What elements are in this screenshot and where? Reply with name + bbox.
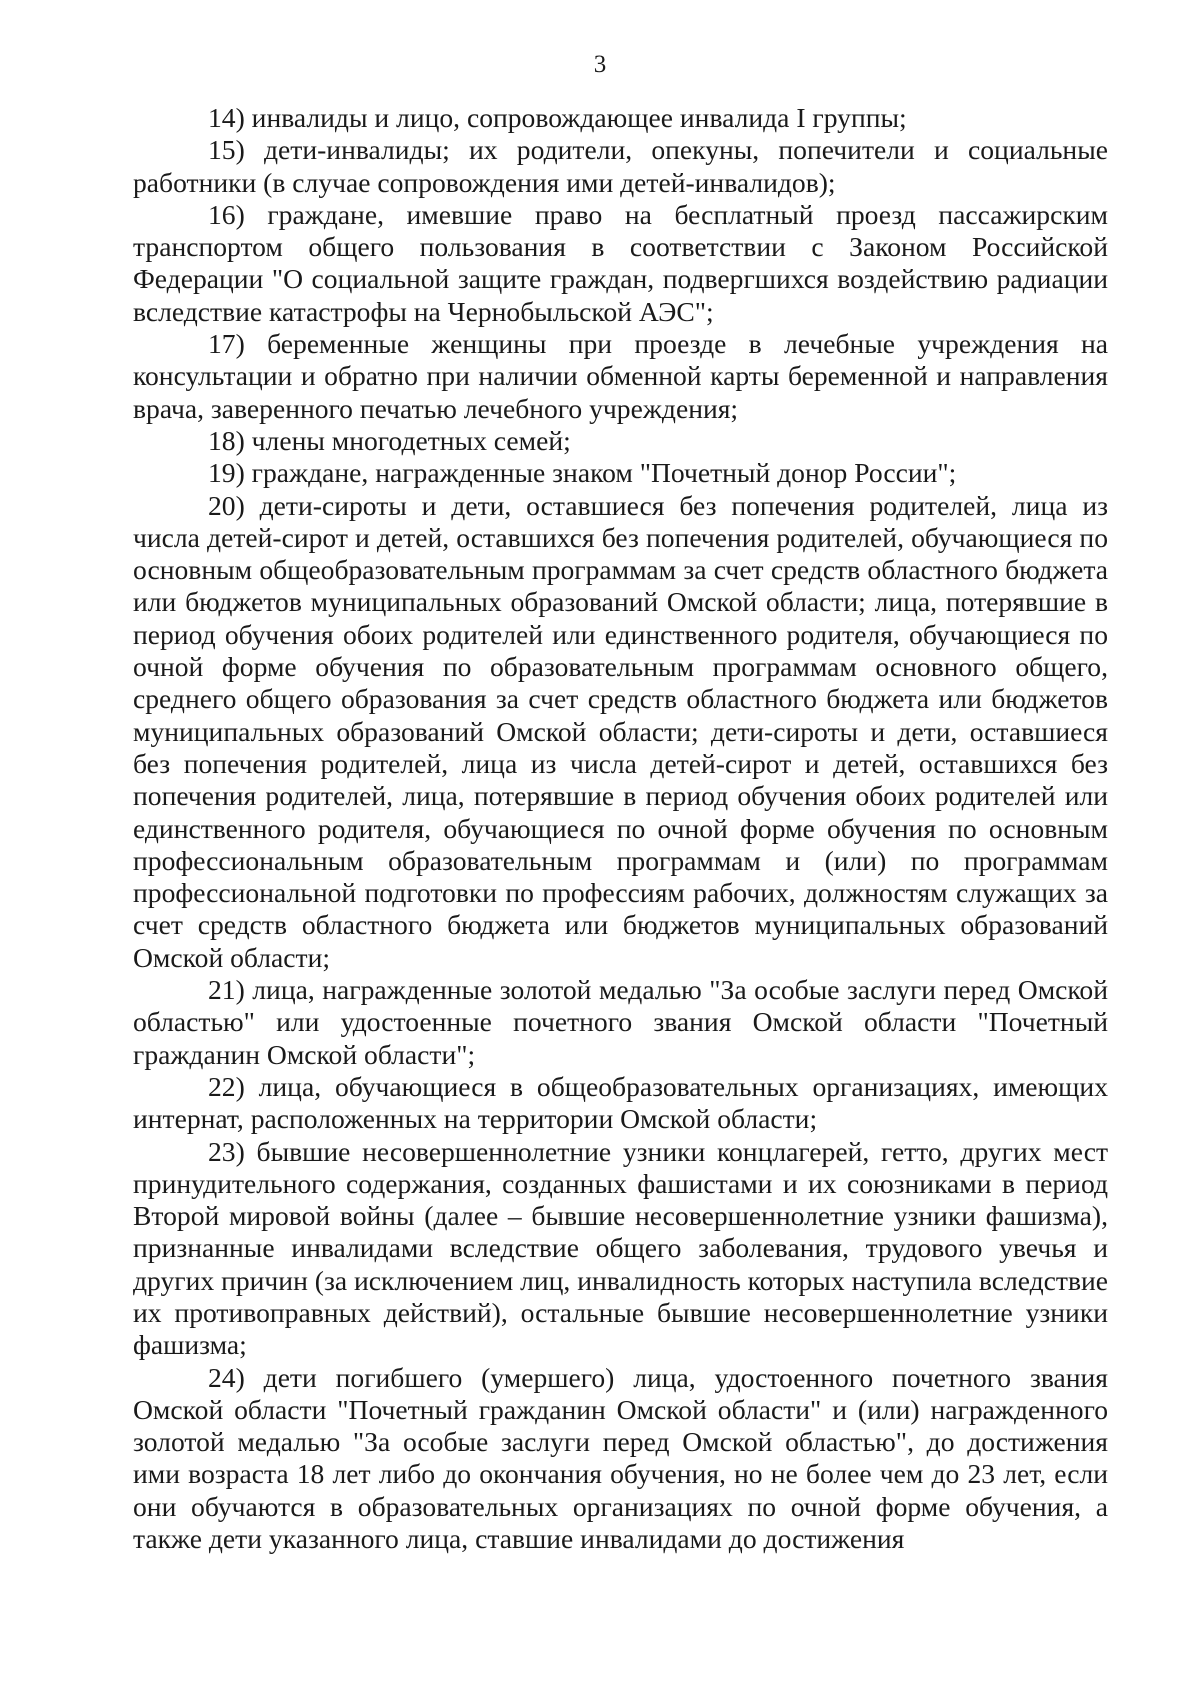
list-item-16: 16) граждане, имевшие право на бесплатный проезд пассажирским транспортом общего пользования в соответствии с Законом Российской Федерации "О социальной защите граждан, подвергшихся воздействию радиации вследствие катастрофы на Чернобыльской АЭС";	[133, 198, 1108, 327]
list-item-24: 24) дети погибшего (умершего) лица, удостоенного почетного звания Омской области "Почетный гражданин Омской области" и (или) награжденного золотой медалью "За особые заслуги перед Омской областью", до достижения ими возраста 18 лет либо до окончания обучения, но не более чем до 23 лет, если они обучаются в образовательных организациях по очной форме обучения, а также дети указанного лица, ставшие инвалидами до достижения	[133, 1361, 1108, 1555]
list-item-20: 20) дети-сироты и дети, оставшиеся без попечения родителей, лица из числа детей-сирот и детей, оставшихся без попечения родителей, обучающиеся по основным общеобразовательным программам за счет средств областного бюджета или бюджетов муниципальных образований Омской области; лица, потерявшие в период обучения обоих родителей или единственного родителя, обучающиеся по очной форме обучения по образовательным программам основного общего, среднего общего образования за счет средств областного бюджета или бюджетов муниципальных образований Омской области; дети-сироты и дети, оставшиеся без попечения родителей, лица из числа детей-сирот и детей, оставшихся без попечения родителей, лица, потерявшие в период обучения обоих родителей или единственного родителя, обучающиеся по очной форме обучения по основным профессиональным образовательным программам и (или) по программам профессиональной подготовки по профессиям рабочих, должностям служащих за счет средств областного бюджета или бюджетов муниципальных образований Омской области;	[133, 489, 1108, 973]
list-item-23: 23) бывшие несовершеннолетние узники концлагерей, гетто, других мест принудительного содержания, созданных фашистами и их союзниками в период Второй мировой войны (далее – бывшие несовершеннолетние узники фашизма), признанные инвалидами вследствие общего заболевания, трудового увечья и других причин (за исключением лиц, инвалидность которых наступила вследствие их противоправных действий), остальные бывшие несовершеннолетние узники фашизма;	[133, 1135, 1108, 1361]
list-item-18: 18) члены многодетных семей;	[208, 424, 571, 456]
list-item-22: 22) лица, обучающиеся в общеобразовательных организациях, имеющих интернат, расположенных на территории Омской области;	[133, 1070, 1108, 1135]
list-item-21: 21) лица, награжденные золотой медалью "За особые заслуги перед Омской областью" или удостоенные почетного звания Омской области "Почетный гражданин Омской области";	[133, 974, 1108, 1070]
list-item-17: 17) беременные женщины при проезде в лечебные учреждения на консультации и обратно при наличии обменной карты беременной и направления врача, заверенного печатью лечебного учреждения;	[133, 328, 1108, 424]
list-item-19: 19) граждане, награжденные знаком "Почетный донор России";	[208, 457, 957, 489]
list-item-14: 14) инвалиды и лицо, сопровождающее инвалида I группы;	[208, 102, 907, 133]
document-body	[133, 102, 1108, 1555]
list-item-15: 15) дети-инвалиды; их родители, опекуны, попечители и социальные работники (в случае сопровождения ими детей-инвалидов);	[133, 134, 1108, 198]
page-number: 3	[593, 51, 607, 78]
